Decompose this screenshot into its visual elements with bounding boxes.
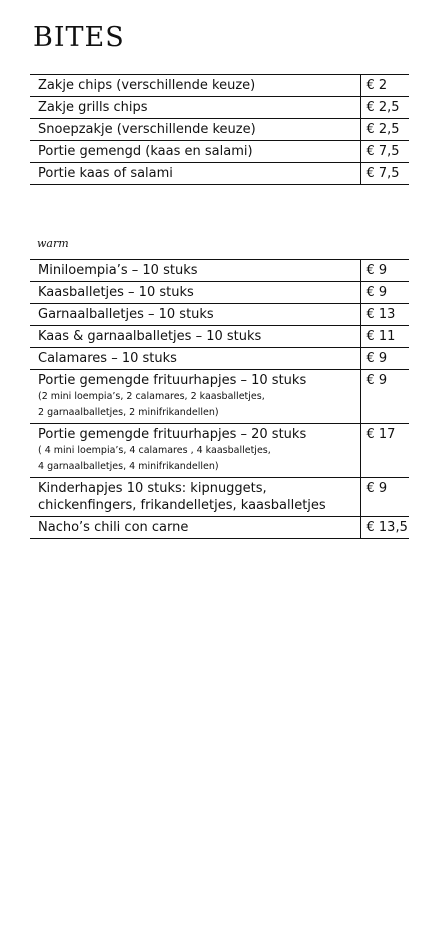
item-price: € 7,5 xyxy=(360,163,409,185)
item-price: € 17 xyxy=(360,424,409,478)
item-price: € 9 xyxy=(360,282,409,304)
item-name: Zakje chips (verschillende keuze) xyxy=(30,75,360,97)
menu-row xyxy=(30,304,409,326)
menu-row xyxy=(30,163,409,185)
item-cell xyxy=(30,424,360,478)
item-name: Snoepzakje (verschillende keuze) xyxy=(30,119,360,141)
item-price: € 9 xyxy=(360,348,409,370)
section-label-warm: warm xyxy=(37,237,69,250)
item-name: Miniloempia’s – 10 stuks xyxy=(30,260,360,282)
item-note: ( 4 mini loempia’s, 4 calamares , 4 kaasballetjes, xyxy=(38,445,271,456)
item-price: € 2,5 xyxy=(360,119,409,141)
menu-row xyxy=(30,326,409,348)
item-price: € 13 xyxy=(360,304,409,326)
menu-row xyxy=(30,141,409,163)
item-name: Kinderhapjes 10 stuks: kipnuggets, xyxy=(38,481,267,496)
menu-row xyxy=(30,370,409,424)
item-price: € 9 xyxy=(360,370,409,424)
item-name: Nacho’s chili con carne xyxy=(30,517,360,539)
item-name: Portie gemengd (kaas en salami) xyxy=(30,141,360,163)
item-name-continued: chickenfingers, frikandelletjes, kaasballetjes xyxy=(38,498,326,513)
item-name: Kaasballetjes – 10 stuks xyxy=(30,282,360,304)
item-name: Garnaalballetjes – 10 stuks xyxy=(30,304,360,326)
page-title: BITES xyxy=(33,22,125,53)
item-name: Portie gemengde frituurhapjes – 20 stuks xyxy=(38,427,307,442)
menu-row xyxy=(30,517,409,539)
menu-row xyxy=(30,119,409,141)
menu-row xyxy=(30,75,409,97)
item-price: € 13,5 xyxy=(360,517,409,539)
item-price: € 9 xyxy=(360,260,409,282)
item-cell xyxy=(30,478,360,517)
item-price: € 9 xyxy=(360,478,409,517)
menu-row xyxy=(30,282,409,304)
menu-row xyxy=(30,348,409,370)
item-note: 2 garnaalballetjes, 2 minifrikandellen) xyxy=(38,407,219,418)
menu-row xyxy=(30,260,409,282)
bites-menu-table xyxy=(30,74,409,185)
item-name: Kaas & garnaalballetjes – 10 stuks xyxy=(30,326,360,348)
warm-menu-table xyxy=(30,259,409,539)
menu-row xyxy=(30,424,409,478)
item-price: € 2,5 xyxy=(360,97,409,119)
item-note: (2 mini loempia’s, 2 calamares, 2 kaasballetjes, xyxy=(38,391,265,402)
item-name: Calamares – 10 stuks xyxy=(30,348,360,370)
item-name: Zakje grills chips xyxy=(30,97,360,119)
item-note: 4 garnaalballetjes, 4 minifrikandellen) xyxy=(38,461,219,472)
item-name: Portie kaas of salami xyxy=(30,163,360,185)
item-cell xyxy=(30,370,360,424)
item-price: € 7,5 xyxy=(360,141,409,163)
item-price: € 2 xyxy=(360,75,409,97)
item-price: € 11 xyxy=(360,326,409,348)
menu-row xyxy=(30,478,409,517)
menu-row xyxy=(30,97,409,119)
item-name: Portie gemengde frituurhapjes – 10 stuks xyxy=(38,373,307,388)
